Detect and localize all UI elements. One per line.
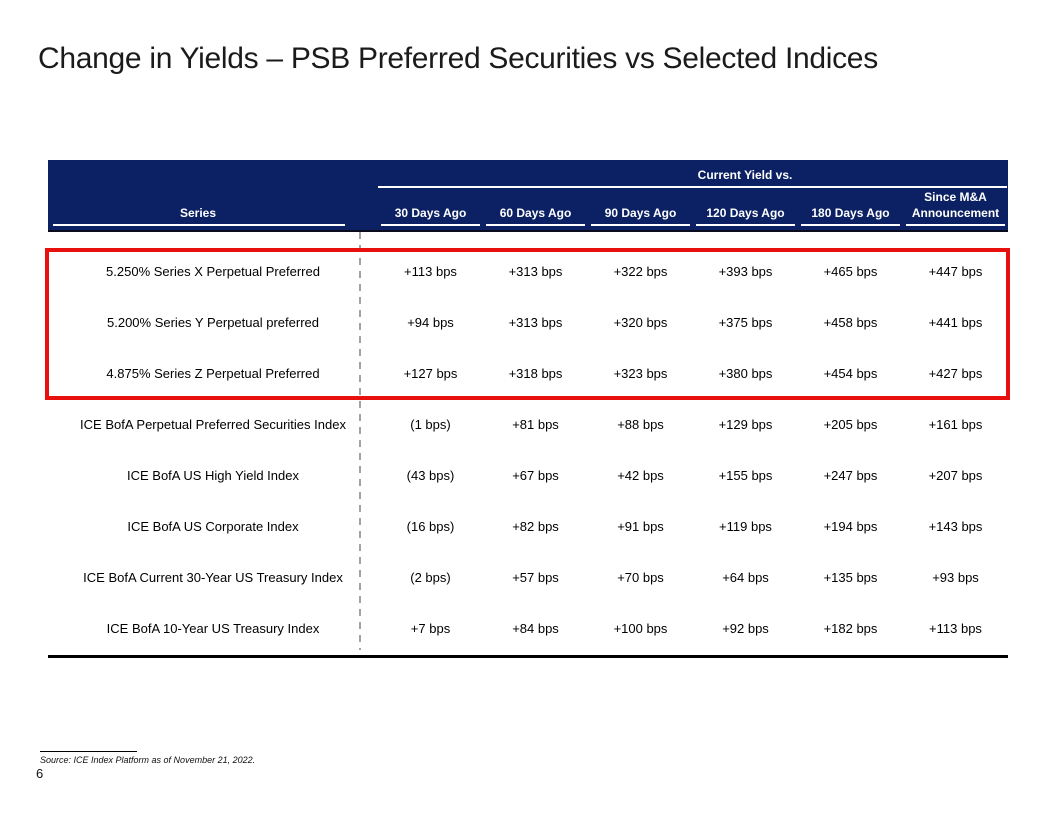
value-cell: +94 bps — [407, 315, 454, 330]
value-cell: +247 bps — [823, 468, 878, 483]
column-header-label — [912, 189, 999, 221]
value-cell: +135 bps — [823, 570, 878, 585]
table-row — [48, 552, 1008, 603]
series-cell: ICE BofA US High Yield Index — [127, 468, 299, 483]
series-cell: 4.875% Series Z Perpetual Preferred — [106, 366, 320, 381]
series-cell: ICE BofA Perpetual Preferred Securities Index — [80, 417, 346, 432]
value-cell: +64 bps — [722, 570, 769, 585]
column-header-label: Series — [179, 205, 217, 220]
yields-table — [48, 160, 1008, 658]
value-cell: +127 bps — [403, 366, 458, 381]
value-cell: +84 bps — [512, 621, 559, 636]
value-cell: +155 bps — [718, 468, 773, 483]
series-cell: ICE BofA US Corporate Index — [127, 519, 299, 534]
series-cell: 5.200% Series Y Perpetual preferred — [107, 315, 319, 330]
value-cell: +194 bps — [823, 519, 878, 534]
value-cell: +129 bps — [718, 417, 773, 432]
value-cell: (43 bps) — [406, 468, 455, 483]
value-cell: +92 bps — [722, 621, 769, 636]
value-cell: +82 bps — [512, 519, 559, 534]
value-cell: +205 bps — [823, 417, 878, 432]
value-cell: +143 bps — [928, 519, 983, 534]
table-row — [48, 603, 1008, 654]
value-cell: +67 bps — [512, 468, 559, 483]
column-header-label: 90 Days Ago — [604, 205, 677, 220]
page-number: 6 — [36, 766, 44, 781]
value-cell: +161 bps — [928, 417, 983, 432]
value-cell: +42 bps — [617, 468, 664, 483]
series-cell: 5.250% Series X Perpetual Preferred — [106, 264, 320, 279]
series-cell: ICE BofA Current 30-Year US Treasury Index — [83, 570, 343, 585]
value-cell: +81 bps — [512, 417, 559, 432]
value-cell: +380 bps — [718, 366, 773, 381]
source-note: Source: ICE Index Platform as of November 21, 2022. — [40, 755, 256, 765]
value-cell: +313 bps — [508, 264, 563, 279]
column-header-series — [48, 160, 378, 230]
value-cell: +427 bps — [928, 366, 983, 381]
column-header-90-days-ago — [588, 160, 693, 230]
table-row — [48, 399, 1008, 450]
column-header-label: 30 Days Ago — [394, 205, 467, 220]
column-header-label: 180 Days Ago — [811, 205, 890, 220]
value-cell: +88 bps — [617, 417, 664, 432]
value-cell: +320 bps — [613, 315, 668, 330]
value-cell: +57 bps — [512, 570, 559, 585]
value-cell: +465 bps — [823, 264, 878, 279]
value-cell: +318 bps — [508, 366, 563, 381]
value-cell: +393 bps — [718, 264, 773, 279]
table-header-row — [48, 160, 1008, 230]
value-cell: +7 bps — [410, 621, 451, 636]
value-cell: +91 bps — [617, 519, 664, 534]
value-cell: +323 bps — [613, 366, 668, 381]
value-cell: +313 bps — [508, 315, 563, 330]
footnote-rule — [40, 751, 137, 752]
column-header-60-days-ago — [483, 160, 588, 230]
column-header-label: 60 Days Ago — [499, 205, 572, 220]
column-header-since-ma-announcement — [903, 160, 1008, 230]
column-header-label: 120 Days Ago — [706, 205, 785, 220]
value-cell: +375 bps — [718, 315, 773, 330]
column-header-180-days-ago — [798, 160, 903, 230]
value-cell: (16 bps) — [406, 519, 455, 534]
value-cell: +113 bps — [929, 621, 982, 636]
psb-series-highlight-box — [45, 248, 1010, 400]
value-cell: +93 bps — [932, 570, 979, 585]
value-cell: +458 bps — [823, 315, 878, 330]
value-cell: +454 bps — [823, 366, 878, 381]
value-cell: +113 bps — [404, 264, 457, 279]
value-cell: +100 bps — [613, 621, 668, 636]
column-header-30-days-ago — [378, 160, 483, 230]
series-cell: ICE BofA 10-Year US Treasury Index — [106, 621, 320, 636]
column-header-line2: Announcement — [911, 205, 1000, 220]
value-cell: +119 bps — [719, 519, 772, 534]
table-row — [48, 501, 1008, 552]
page-title: Change in Yields – PSB Preferred Securities vs Selected Indices — [38, 42, 878, 75]
value-cell: +447 bps — [928, 264, 983, 279]
table-row — [48, 450, 1008, 501]
value-cell: +322 bps — [613, 264, 668, 279]
value-cell: +441 bps — [928, 315, 983, 330]
value-cell: (2 bps) — [410, 570, 451, 585]
table-header — [48, 160, 1008, 232]
group-header-current-yield-vs: Current Yield vs. — [697, 168, 793, 182]
value-cell: +182 bps — [823, 621, 878, 636]
value-cell: +207 bps — [928, 468, 983, 483]
value-cell: (1 bps) — [410, 417, 451, 432]
value-cell: +70 bps — [617, 570, 664, 585]
column-header-line1: Since M&A — [924, 189, 987, 204]
